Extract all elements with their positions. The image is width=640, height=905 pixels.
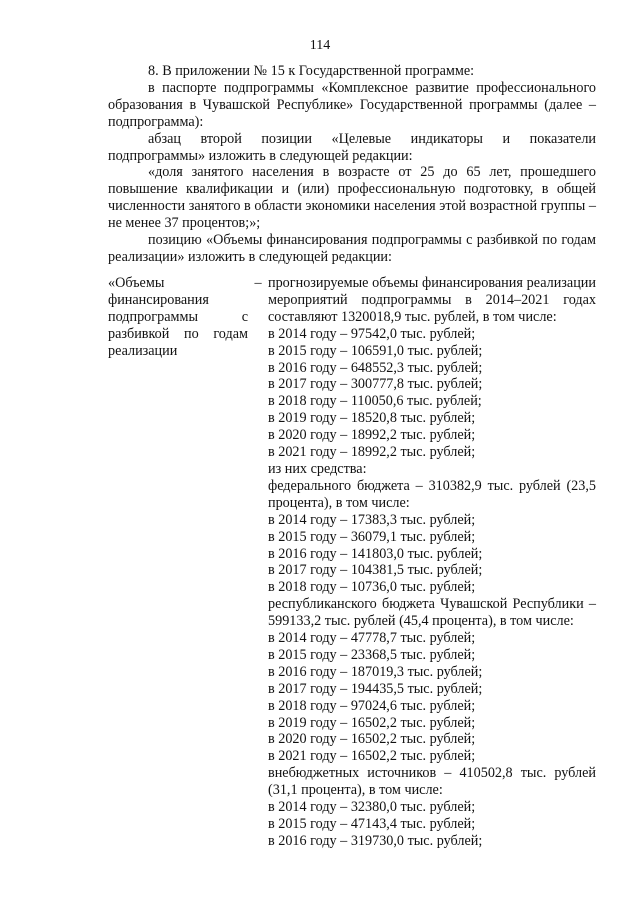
extrabudgetary-year-line: в 2015 году – 47143,4 тыс. рублей; (268, 816, 476, 832)
republic-year-line: в 2014 году – 47778,7 тыс. рублей; (268, 630, 476, 647)
paragraph-item-8: 8. В приложении № 15 к Государственной программе: (148, 63, 475, 79)
total-year-line: в 2015 году – 106591,0 тыс. рублей; (268, 342, 483, 359)
paragraph-passport: в паспорте подпрограммы «Комплексное развитие профессионального образования в Чувашской Республике» Государственной программы (далее – подпрограмма): (108, 79, 596, 130)
republic-year-line: в 2020 году – 16502,2 тыс. рублей; (268, 731, 476, 748)
federal-year-line: в 2014 году – 17383,3 тыс. рублей; (268, 511, 476, 528)
total-year-line: в 2014 году – 97542,0 тыс. рублей; (268, 325, 476, 342)
republic-budget-heading: республиканского бюджета Чувашской Республики – 599133,2 тыс. рублей (45,4 процента), в том числе: (268, 596, 596, 630)
federal-budget-heading: федерального бюджета – 310382,9 тыс. рублей (23,5 процента), в том числе: (268, 477, 596, 511)
page-number: 114 (309, 38, 331, 53)
sources-heading: из них средства: (268, 460, 367, 477)
financing-table (108, 275, 596, 850)
republic-year-line: в 2021 году – 16502,2 тыс. рублей; (268, 748, 476, 765)
financing-label: «Объемы финансирования подпрограммы с разбивкой по годам реализации (108, 275, 248, 359)
republic-year-line: в 2015 году – 23368,5 тыс. рублей; (268, 646, 476, 663)
republic-year-line: в 2016 году – 187019,3 тыс. рублей; (268, 663, 483, 680)
federal-year-line: в 2017 году – 104381,5 тыс. рублей; (268, 562, 483, 579)
paragraph-quote: «доля занятого населения в возрасте от 25 до 65 лет, прошедшего повышение квалификации и (или) профессиональную подготовку, в общей численности занятого в области экономики населения этой возрастной группы – не менее 37 процентов;»; (108, 164, 596, 232)
table-left-cell (108, 275, 248, 850)
total-year-line: в 2016 году – 648552,3 тыс. рублей; (268, 359, 483, 376)
total-year-line: в 2021 году – 18992,2 тыс. рублей; (268, 444, 476, 461)
republic-year-line: в 2017 году – 194435,5 тыс. рублей; (268, 680, 483, 697)
extrabudgetary-heading: внебюджетных источников – 410502,8 тыс. рублей (31,1 процента), в том числе: (268, 765, 596, 799)
extrabudgetary-year-line: в 2016 году – 319730,0 тыс. рублей; (268, 832, 483, 849)
total-year-line: в 2019 году – 18520,8 тыс. рублей; (268, 410, 476, 427)
federal-year-line: в 2018 году – 10736,0 тыс. рублей; (268, 579, 476, 596)
table-dash: – (254, 275, 262, 291)
republic-year-line: в 2018 году – 97024,6 тыс. рублей; (268, 697, 476, 714)
paragraph-financing-position: позицию «Объемы финансирования подпрограммы с разбивкой по годам реализации» изложить в следующей редакции: (108, 232, 596, 265)
total-year-line: в 2020 году – 18992,2 тыс. рублей; (268, 427, 476, 444)
total-year-line: в 2018 году – 110050,6 тыс. рублей; (268, 393, 482, 410)
paragraph-indicators: абзац второй позиции «Целевые индикаторы и показатели подпрограммы» изложить в следующей редакции: (108, 130, 596, 164)
body-text (108, 63, 596, 266)
federal-year-line: в 2015 году – 36079,1 тыс. рублей; (268, 528, 476, 545)
financing-intro: прогнозируемые объемы финансирования реализации мероприятий подпрограммы в 2014–2021 годах составляют 1320018,9 тыс. рублей, в том числе: (268, 275, 596, 325)
table-right-cell (268, 275, 596, 850)
total-year-line: в 2017 году – 300777,8 тыс. рублей; (268, 376, 483, 393)
republic-year-line: в 2019 году – 16502,2 тыс. рублей; (268, 714, 476, 731)
federal-year-line: в 2016 году – 141803,0 тыс. рублей; (268, 545, 483, 562)
extrabudgetary-year-line: в 2014 году – 32380,0 тыс. рублей; (268, 799, 476, 816)
